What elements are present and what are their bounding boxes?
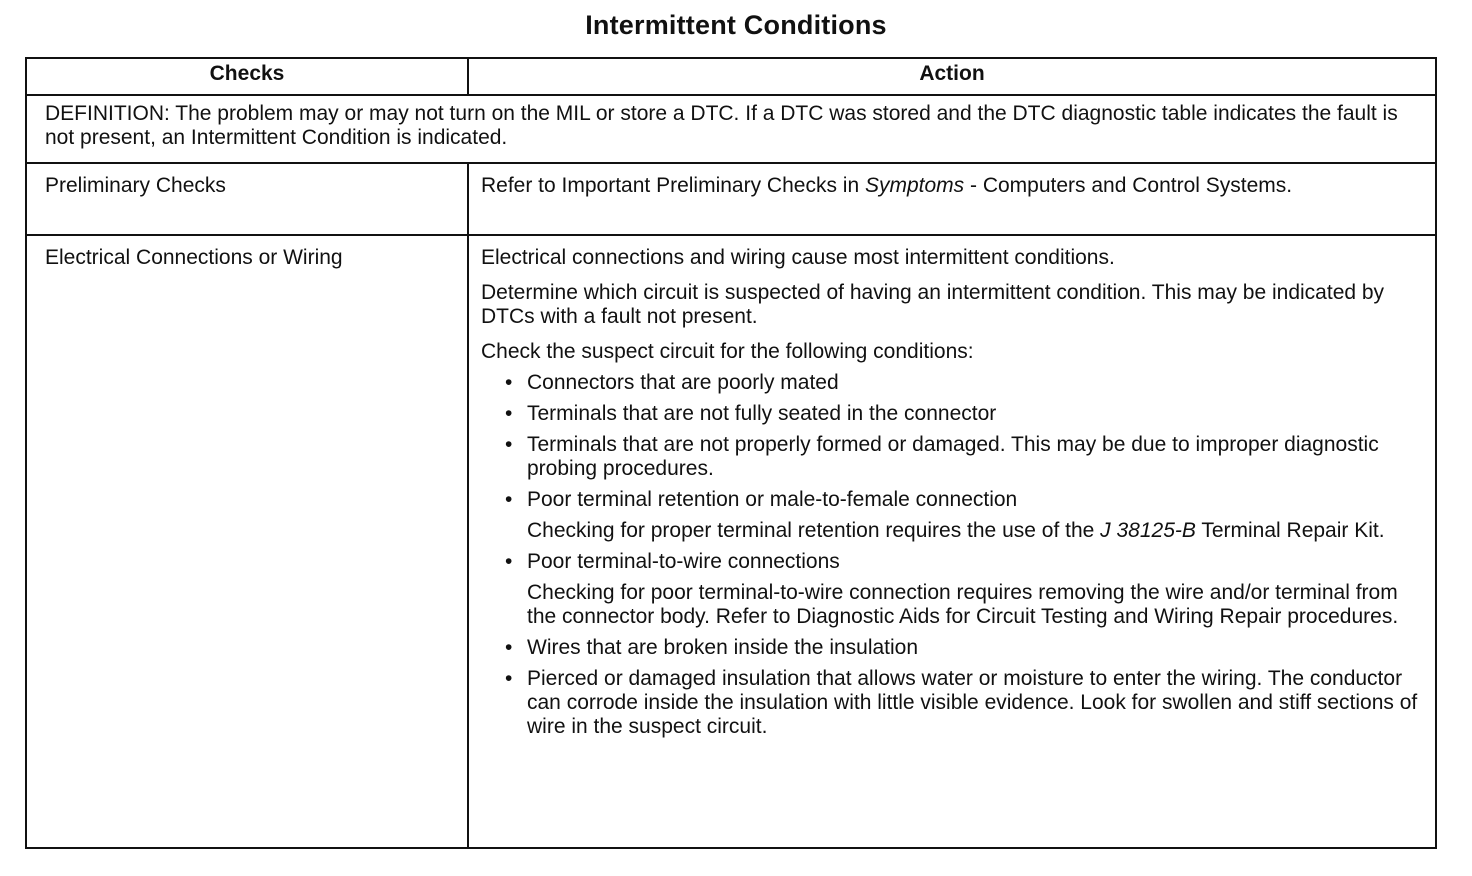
list-item (505, 550, 1425, 629)
list-item-text: Terminals that are not properly formed or damaged. This may be due to improper diagnostic probing procedures. (527, 433, 1379, 480)
list-item (505, 636, 1425, 660)
header-row (26, 58, 1436, 95)
bullet: • (505, 371, 513, 394)
checks-header: Checks (26, 58, 468, 95)
bullet: • (505, 433, 513, 456)
conditions-list (481, 371, 1425, 739)
action-wiring (468, 235, 1436, 848)
list-item (505, 371, 1425, 395)
note-suffix: Terminal Repair Kit. (1195, 519, 1385, 542)
note-text: Checking for proper terminal retention requires the use of the (527, 519, 1101, 542)
check-wiring: Electrical Connections or Wiring (26, 235, 468, 848)
definition-text: DEFINITION: The problem may or may not turn on the MIL or store a DTC. If a DTC was stored and the DTC diagnostic table indicates the fault is not present, an Intermittent Condition is indicated. (26, 95, 1436, 163)
page-title: Intermittent Conditions (585, 10, 887, 40)
list-item-text: Poor terminal-to-wire connections (527, 550, 840, 573)
table-row (26, 235, 1436, 848)
list-item-text: Poor terminal retention or male-to-female connection (527, 488, 1018, 511)
list-item-note: Checking for poor terminal-to-wire connection requires removing the wire and/or terminal from the connector body. Refer to Diagnostic Aids for Circuit Testing and Wiring Repair procedures. (527, 581, 1399, 628)
tool-number: J 38125-B (1100, 519, 1196, 542)
action-preliminary (468, 163, 1436, 235)
list-item-text: Wires that are broken inside the insulation (527, 636, 919, 659)
table-row (26, 163, 1436, 235)
list-item-text: Pierced or damaged insulation that allows water or moisture to enter the wiring. The conductor can corrode inside the insulation with little visible evidence. Look for swollen and stiff sections of wire in the suspect circuit. (527, 667, 1418, 738)
list-item-text: Terminals that are not fully seated in the connector (527, 402, 997, 425)
bullet: • (505, 636, 513, 659)
list-item-note (527, 519, 1425, 543)
bullet: • (505, 550, 513, 573)
list-item (505, 488, 1425, 543)
wiring-intro: Electrical connections and wiring cause most intermittent conditions. (481, 246, 1115, 269)
definition-row (26, 95, 1436, 163)
list-item-text: Connectors that are poorly mated (527, 371, 839, 394)
check-preliminary: Preliminary Checks (26, 163, 468, 235)
bullet: • (505, 402, 513, 425)
list-item (505, 667, 1425, 739)
list-item (505, 402, 1425, 426)
intermittent-conditions-table (25, 57, 1437, 849)
bullet: • (505, 488, 513, 511)
preliminary-action-suffix: - Computers and Control Systems. (964, 174, 1293, 197)
list-item (505, 433, 1425, 481)
symptoms-reference: Symptoms (864, 174, 965, 197)
wiring-check-suspect: Check the suspect circuit for the following conditions: (481, 340, 974, 363)
preliminary-action-text: Refer to Important Preliminary Checks in (481, 174, 865, 197)
action-header: Action (468, 58, 1436, 95)
wiring-determine: Determine which circuit is suspected of having an intermittent condition. This may be indicated by DTCs with a fault not present. (481, 281, 1385, 328)
bullet: • (505, 667, 513, 690)
